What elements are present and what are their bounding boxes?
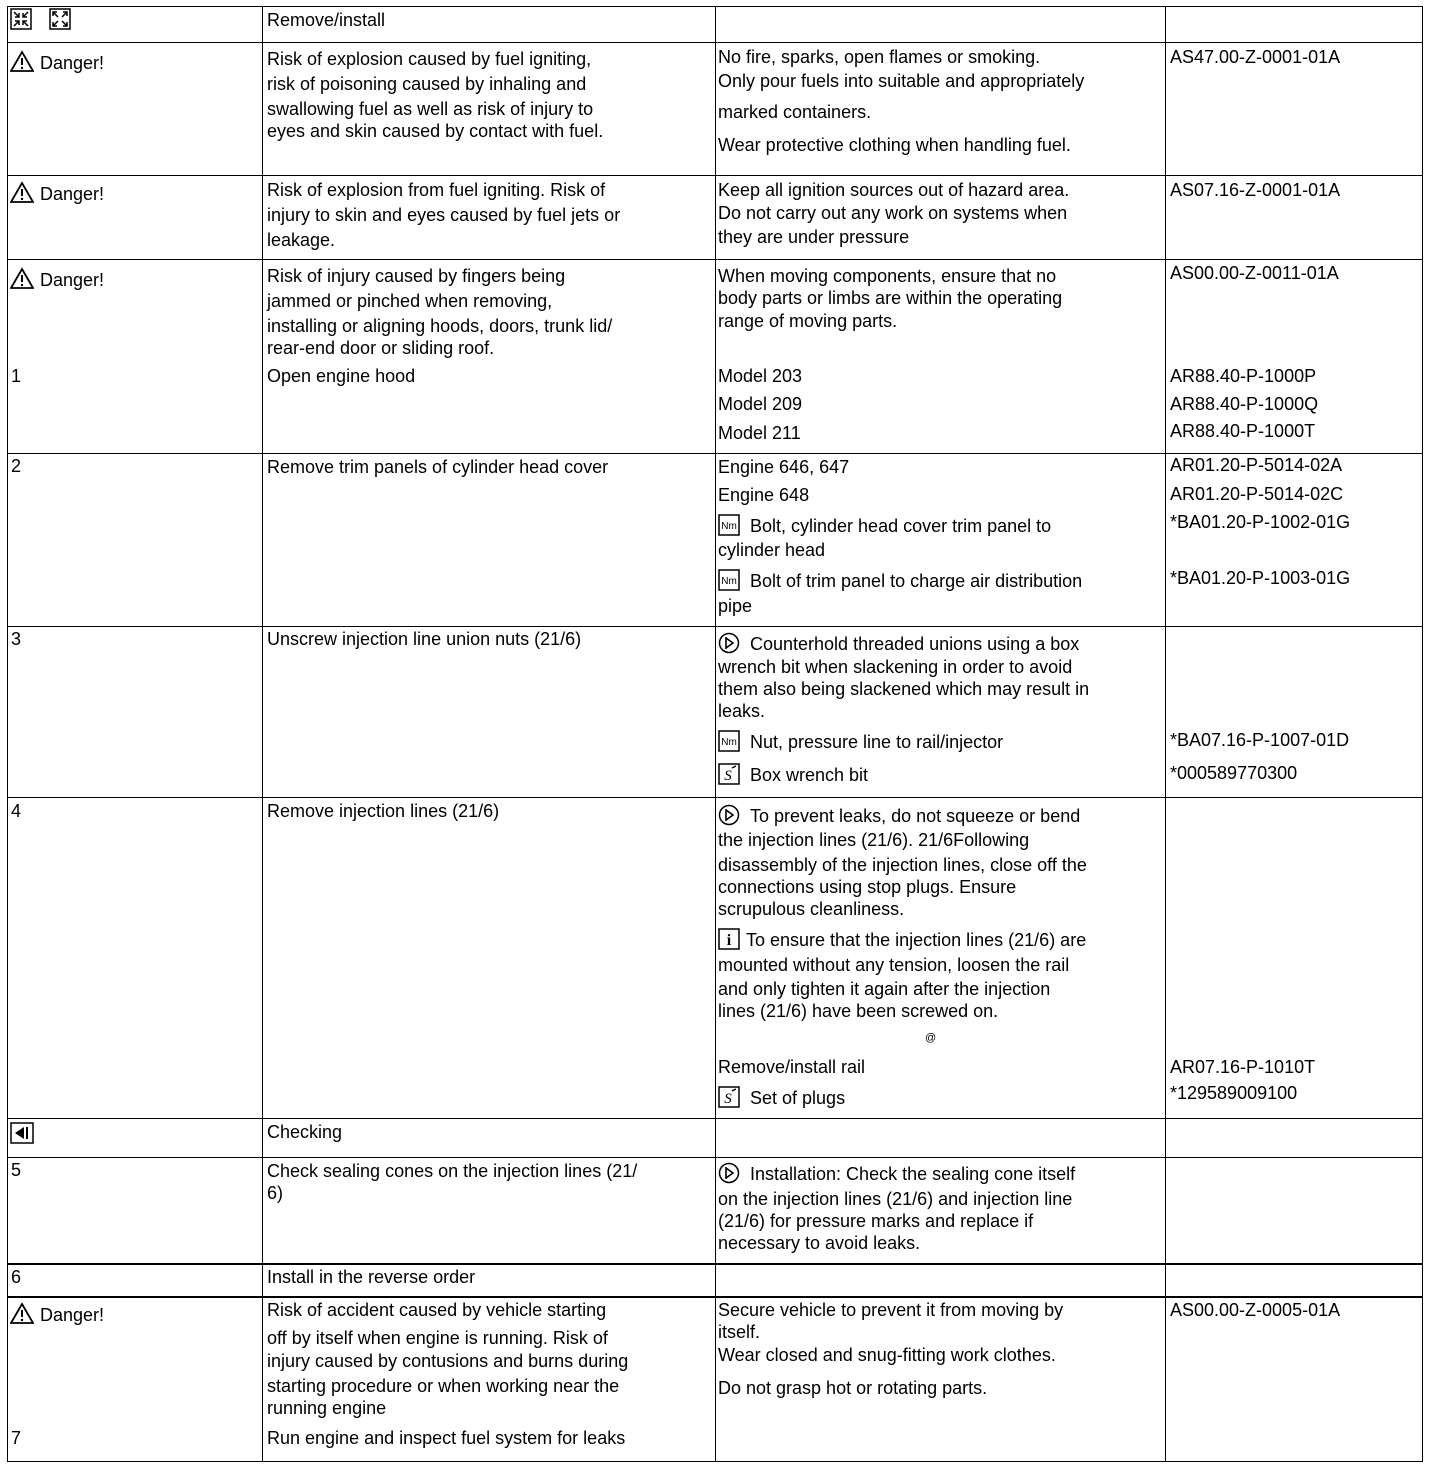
caution-icon: [718, 632, 740, 654]
tool-icon: [718, 1086, 740, 1108]
checking-label: Checking: [267, 1122, 343, 1142]
reference-code[interactable]: AR01.20-P-5014-02C: [1170, 484, 1344, 504]
danger-description: starting procedure or when working near the: [267, 1376, 620, 1396]
step-action: Run engine and inspect fuel system for leaks: [267, 1428, 626, 1448]
step-number: 3: [11, 629, 22, 649]
reference-code[interactable]: AS00.00-Z-0011-01A: [1170, 263, 1339, 283]
safety-note: marked containers.: [718, 102, 872, 122]
caution-note: [718, 1162, 1075, 1185]
reference-code[interactable]: *BA07.16-P-1007-01D: [1170, 730, 1350, 750]
tool-note-text: Box wrench bit: [750, 765, 869, 785]
reference-code[interactable]: AS00.00-Z-0005-01A: [1170, 1300, 1341, 1320]
reference-code[interactable]: AR88.40-P-1000Q: [1170, 394, 1319, 414]
danger-description: injury to skin and eyes caused by fuel jets or: [267, 205, 621, 225]
warning-icon: [10, 267, 34, 289]
warning-icon: [10, 1302, 34, 1324]
step-action: Install in the reverse order: [267, 1267, 476, 1287]
caution-note: [718, 804, 1080, 827]
danger-description: rear-end door or sliding roof.: [267, 338, 495, 358]
column-divider: [262, 6, 263, 1462]
torque-note-text: Bolt, cylinder head cover trim panel to: [750, 516, 1052, 536]
danger-label: [10, 50, 104, 74]
danger-label: [10, 267, 104, 291]
step-note: Engine 646, 647: [718, 457, 850, 477]
step-action: Unscrew injection line union nuts (21/6): [267, 629, 582, 649]
column-divider: [1422, 6, 1423, 1462]
step-number: 5: [11, 1160, 22, 1180]
caution-note-text: disassembly of the injection lines, close off the: [718, 855, 1087, 875]
danger-label-text: Danger!: [40, 184, 105, 204]
reference-code[interactable]: *BA01.20-P-1003-01G: [1170, 568, 1351, 588]
info-icon: [718, 928, 740, 950]
caution-icon: [718, 1162, 740, 1184]
danger-description: Risk of explosion caused by fuel igniting,: [267, 49, 592, 69]
caution-note: [718, 632, 1079, 655]
danger-description: running engine: [267, 1398, 387, 1418]
danger-description: risk of poisoning caused by inhaling and: [267, 74, 587, 94]
reference-code[interactable]: AR07.16-P-1010T: [1170, 1057, 1316, 1077]
info-note-text: and only tighten it again after the injection: [718, 979, 1051, 999]
caution-note-text: leaks.: [718, 701, 766, 721]
tool-note: [718, 1086, 845, 1109]
footnote-mark: @: [925, 1032, 937, 1044]
safety-note: Keep all ignition sources out of hazard area.: [718, 180, 1070, 200]
reference-code[interactable]: *BA01.20-P-1002-01G: [1170, 512, 1351, 532]
safety-note: Only pour fuels into suitable and appropriately: [718, 71, 1085, 91]
safety-note: Do not carry out any work on systems when: [718, 203, 1068, 223]
reference-code[interactable]: AR01.20-P-5014-02A: [1170, 455, 1343, 475]
step-number: 1: [11, 366, 22, 386]
step-number: 6: [11, 1267, 22, 1287]
step-action: Remove injection lines (21/6): [267, 801, 500, 821]
column-divider: [7, 6, 8, 1462]
reference-code[interactable]: AR88.40-P-1000P: [1170, 366, 1317, 386]
safety-note: Wear closed and snug-fitting work clothes.: [718, 1345, 1056, 1365]
svg-text:i: i: [726, 932, 732, 949]
reference-code[interactable]: *129589009100: [1170, 1083, 1298, 1103]
safety-note: Secure vehicle to prevent it from moving by: [718, 1300, 1064, 1320]
tool-note-text: Set of plugs: [750, 1088, 846, 1108]
danger-description: Risk of accident caused by vehicle starting: [267, 1300, 607, 1320]
safety-note: range of moving parts.: [718, 311, 898, 331]
svg-text:S: S: [724, 1091, 732, 1107]
torque-note-text: Bolt of trim panel to charge air distribution: [750, 571, 1083, 591]
danger-description: jammed or pinched when removing,: [267, 291, 553, 311]
danger-label-text: Danger!: [40, 53, 105, 73]
caution-note-text: Counterhold threaded unions using a box: [750, 634, 1080, 654]
caution-note-text: wrench bit when slackening in order to avoid: [718, 657, 1073, 677]
danger-label-text: Danger!: [40, 270, 105, 290]
danger-description: eyes and skin caused by contact with fuel.: [267, 121, 604, 141]
safety-note: Wear protective clothing when handling fuel.: [718, 135, 1071, 155]
torque-note: [718, 730, 1003, 753]
step-note: Engine 648: [718, 485, 810, 505]
safety-note: No fire, sparks, open flames or smoking.: [718, 47, 1041, 67]
remove-icon: [10, 8, 32, 30]
reference-code[interactable]: *000589770300: [1170, 763, 1298, 783]
danger-description: installing or aligning hoods, doors, trunk lid/: [267, 316, 613, 336]
danger-description: Risk of injury caused by fingers being: [267, 266, 566, 286]
header-icons: [10, 8, 71, 33]
reference-code[interactable]: AS07.16-Z-0001-01A: [1170, 180, 1341, 200]
caution-note-text: them also being slackened which may result in: [718, 679, 1090, 699]
install-icon: [49, 8, 71, 30]
danger-description: swallowing fuel as well as risk of injury to: [267, 99, 594, 119]
tool-note: [718, 763, 868, 786]
danger-label: [10, 1302, 104, 1326]
caution-note-text: necessary to avoid leaks.: [718, 1233, 921, 1253]
tool-icon: [718, 763, 740, 785]
danger-label: [10, 181, 104, 205]
reference-code[interactable]: AS47.00-Z-0001-01A: [1170, 47, 1341, 67]
torque-icon: [718, 514, 740, 536]
danger-description: leakage.: [267, 230, 336, 250]
checking-icon: [10, 1122, 34, 1144]
step-action: 6): [267, 1183, 284, 1203]
danger-label-text: Danger!: [40, 1305, 105, 1325]
caution-icon: [718, 804, 740, 826]
step-action: Open engine hood: [267, 366, 416, 386]
step-number: 4: [11, 801, 22, 821]
torque-note-text: cylinder head: [718, 540, 826, 560]
reference-code[interactable]: AR88.40-P-1000T: [1170, 421, 1316, 441]
step-note: Model 209: [718, 394, 803, 414]
safety-note: When moving components, ensure that no: [718, 266, 1057, 286]
torque-note-text: pipe: [718, 596, 753, 616]
caution-note-text: scrupulous cleanliness.: [718, 899, 905, 919]
column-divider: [715, 6, 716, 1462]
svg-text:S: S: [724, 768, 732, 784]
info-note-text: To ensure that the injection lines (21/6) are: [746, 930, 1087, 950]
safety-note: Do not grasp hot or rotating parts.: [718, 1378, 988, 1398]
caution-note-text: (21/6) for pressure marks and replace if: [718, 1211, 1034, 1231]
svg-text:Nm: Nm: [721, 737, 737, 748]
caution-note-text: To prevent leaks, do not squeeze or bend: [750, 806, 1081, 826]
safety-note: itself.: [718, 1322, 761, 1342]
torque-icon: [718, 569, 740, 591]
checking-icon-wrap: [10, 1122, 34, 1147]
safety-note: they are under pressure: [718, 227, 910, 247]
related-procedure-link[interactable]: Remove/install rail: [718, 1057, 866, 1077]
danger-description: Risk of explosion from fuel igniting. Risk of: [267, 180, 606, 200]
svg-text:Nm: Nm: [721, 521, 737, 532]
safety-note: body parts or limbs are within the operating: [718, 288, 1063, 308]
warning-icon: [10, 181, 34, 203]
step-number: 7: [11, 1428, 22, 1448]
torque-note: [718, 514, 1051, 537]
warning-icon: [10, 50, 34, 72]
danger-description: injury caused by contusions and burns during: [267, 1351, 629, 1371]
info-note-text: lines (21/6) have been screwed on.: [718, 1001, 999, 1021]
torque-note-text: Nut, pressure line to rail/injector: [750, 732, 1004, 752]
caution-note-text: on the injection lines (21/6) and injection line: [718, 1189, 1073, 1209]
caution-note-text: Installation: Check the sealing cone itself: [750, 1164, 1076, 1184]
torque-note: [718, 569, 1082, 592]
step-note: Model 211: [718, 423, 801, 443]
info-note: [718, 928, 1086, 951]
step-note: Model 203: [718, 366, 803, 386]
caution-note-text: connections using stop plugs. Ensure: [718, 877, 1017, 897]
danger-description: off by itself when engine is running. Risk of: [267, 1328, 608, 1348]
step-action: Check sealing cones on the injection lines (21/: [267, 1161, 638, 1181]
caution-note-text: the injection lines (21/6). 21/6Following: [718, 830, 1030, 850]
svg-text:Nm: Nm: [721, 576, 737, 587]
torque-icon: [718, 730, 740, 752]
step-number: 2: [11, 456, 22, 476]
info-note-text: mounted without any tension, loosen the rail: [718, 955, 1070, 975]
column-divider: [1165, 6, 1166, 1462]
step-action: Remove trim panels of cylinder head cover: [267, 457, 609, 477]
header-title: Remove/install: [267, 10, 386, 30]
